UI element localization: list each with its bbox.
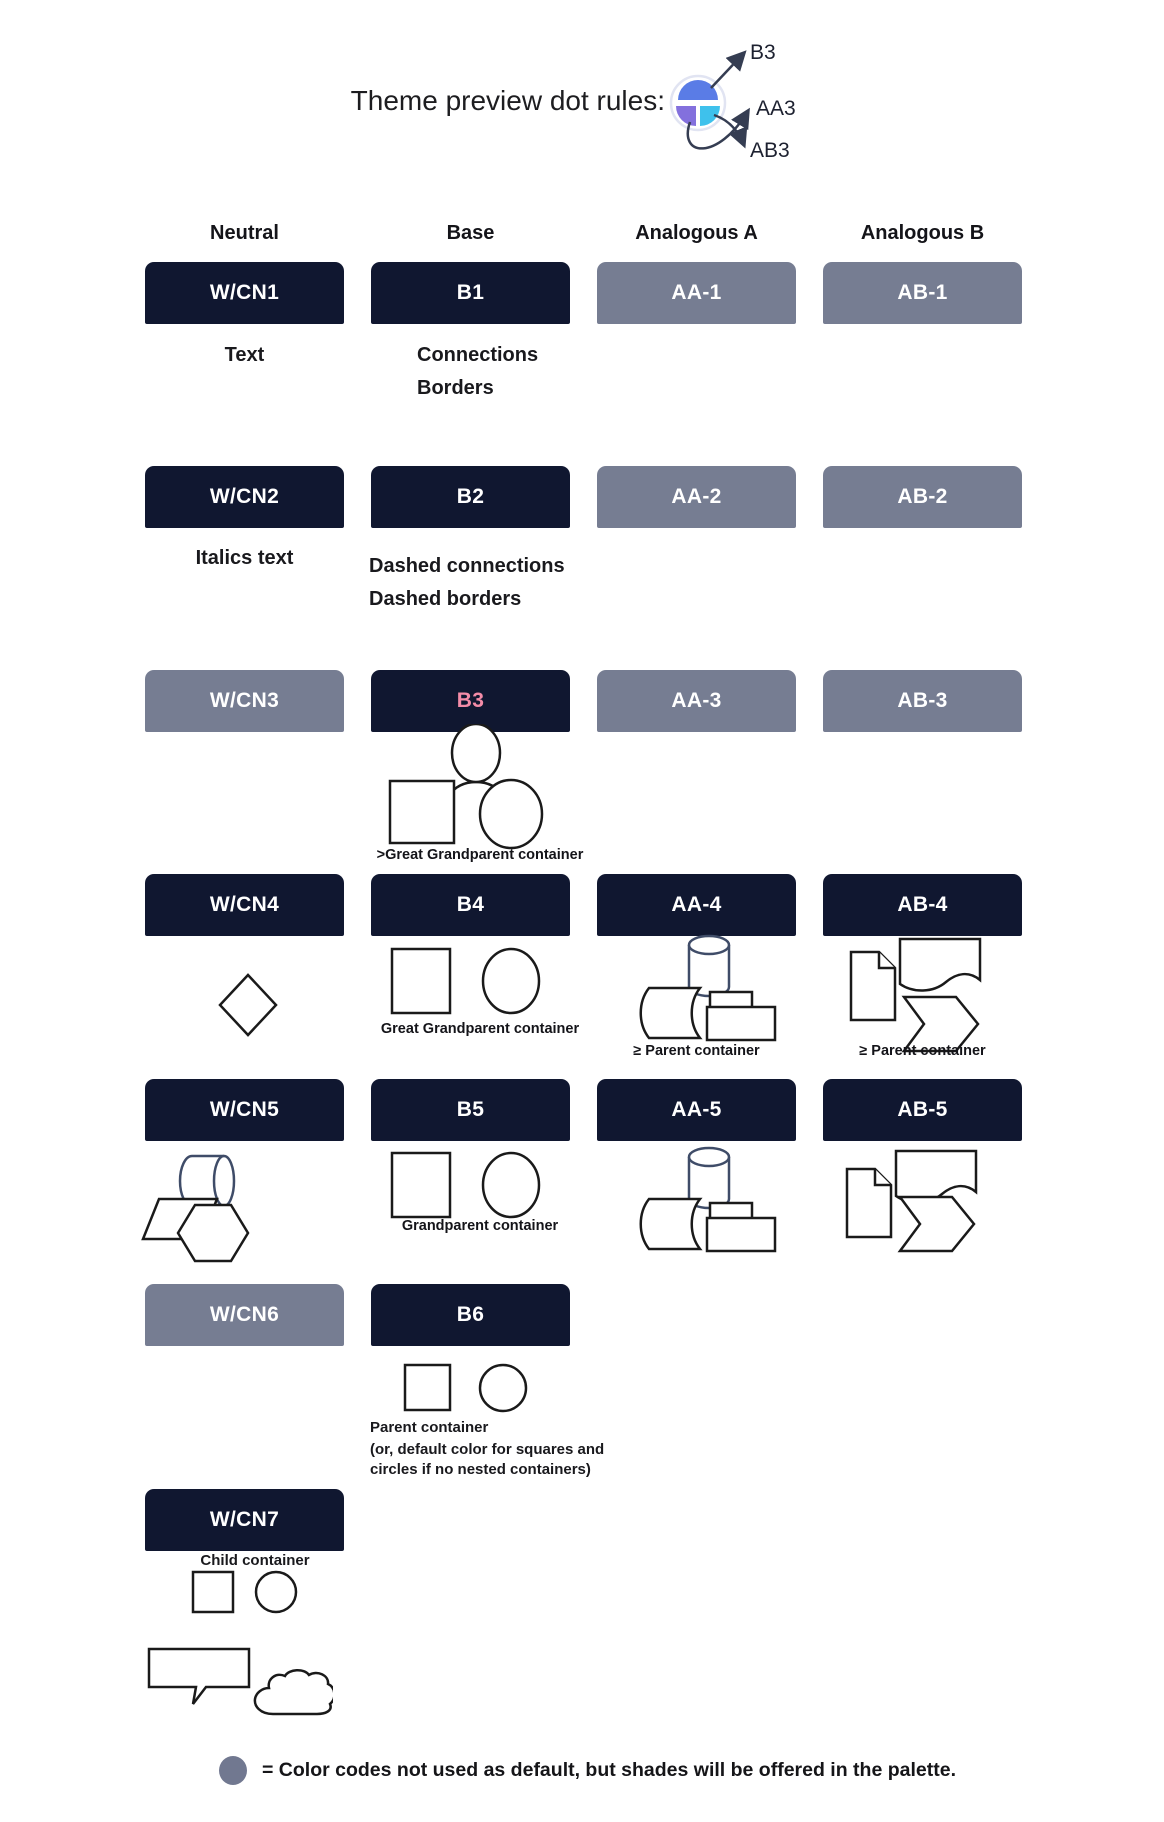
swatch-ab4 [823, 874, 1022, 936]
swatch-wcn5 [145, 1079, 344, 1141]
swatch-wcn2-label: W/CN2 [209, 485, 280, 508]
swatch-ab1 [823, 262, 1022, 324]
page-fold-icon [875, 1169, 891, 1185]
swatch-wcn3 [145, 670, 344, 732]
swatch-wcn4 [145, 874, 344, 936]
speech-bubble-icon [149, 1649, 249, 1704]
dot-label-ab3: AB3 [750, 139, 790, 162]
wcn7-cloud [251, 1668, 333, 1718]
swatch-aa3 [597, 670, 796, 732]
caption-grandparent: Grandparent container [401, 1218, 559, 1234]
wcn7-shape-group [190, 1569, 300, 1615]
swatch-b5 [371, 1079, 570, 1141]
folder-shape-icon [707, 1218, 775, 1251]
theme-preview-dot-graphic [578, 25, 838, 175]
aa4-folder [704, 989, 778, 1043]
b5-shape-group [389, 1150, 545, 1222]
aa5-folder [704, 1200, 778, 1254]
folder-shape-icon [707, 1007, 775, 1040]
wavy-document-icon [900, 939, 980, 991]
arrow-to-b3-icon [711, 53, 744, 88]
ab5-page [844, 1166, 894, 1240]
swatch-ab2 [823, 466, 1022, 528]
wcn5-hexagon [175, 1202, 251, 1264]
stored-data-shape-icon [641, 988, 700, 1038]
cylinder-top-icon [689, 936, 729, 954]
cylinder-top-icon [689, 1148, 729, 1166]
column-header-neutral: Neutral [210, 222, 279, 244]
swatch-aa2-label: AA-2 [671, 485, 722, 508]
column-header-analogous-b: Analogous B [860, 222, 985, 244]
swatch-aa5 [597, 1079, 796, 1141]
ellipse-shape-icon [483, 1153, 539, 1217]
aa4-stored-data [634, 985, 712, 1041]
swatch-ab5-label: AB-5 [897, 1098, 948, 1121]
caption-parent-note-2: circles if no nested containers) [370, 1461, 591, 1478]
chevron-banner-icon [900, 1197, 974, 1251]
swatch-ab5 [823, 1079, 1022, 1141]
ab5-chevron [897, 1194, 977, 1254]
stored-data-shape-icon [641, 1199, 700, 1249]
column-header-analogous-a: Analogous A [635, 222, 758, 244]
legend-text: = Color codes not used as default, but shades will be offered in the palette. [262, 1759, 956, 1781]
swatch-aa4-label: AA-4 [671, 893, 722, 916]
caption-gte-parent-ab: ≥ Parent container [859, 1043, 986, 1059]
square-shape-icon [193, 1572, 233, 1612]
swatch-aa3-label: AA-3 [671, 689, 722, 712]
square-shape-icon [405, 1365, 450, 1410]
swatch-ab3-label: AB-3 [897, 689, 948, 712]
swatch-ab3 [823, 670, 1022, 732]
wcn7-speech-bubble [146, 1646, 254, 1708]
swatch-aa1 [597, 262, 796, 324]
swatch-b2 [371, 466, 570, 528]
square-shape-icon [390, 781, 454, 843]
square-shape-icon [392, 1153, 450, 1217]
swatch-wcn6 [145, 1284, 344, 1346]
swatch-wcn7 [145, 1489, 344, 1551]
swatch-wcn3-label: W/CN3 [209, 689, 280, 712]
cloud-shape-icon [255, 1670, 333, 1714]
swatch-wcn2 [145, 466, 344, 528]
swatch-b1 [371, 262, 570, 324]
swatch-b6 [371, 1284, 570, 1346]
caption-parent-note-1: (or, default color for squares and [370, 1441, 605, 1458]
b6-shape-group [402, 1362, 530, 1414]
swatch-wcn1 [145, 262, 344, 324]
swatch-b3-label: B3 [456, 689, 485, 712]
swatch-aa4 [597, 874, 796, 936]
ab4-wavy-doc [897, 936, 983, 996]
swatch-wcn4-label: W/CN4 [209, 893, 280, 916]
swatch-wcn1-label: W/CN1 [209, 281, 280, 304]
b3-shape-group [385, 724, 605, 852]
swatch-ab1-label: AB-1 [897, 281, 948, 304]
swatch-b6-label: B6 [456, 1303, 485, 1326]
swatch-b2-label: B2 [456, 485, 485, 508]
swatch-b1-label: B1 [456, 281, 485, 304]
column-header-base: Base [446, 222, 495, 244]
caption-gte-parent-aa: ≥ Parent container [633, 1043, 760, 1059]
swatch-aa5-label: AA-5 [671, 1098, 722, 1121]
hexagon-shape-icon [178, 1205, 248, 1261]
ab4-page [848, 949, 898, 1023]
note-text: Text [224, 344, 265, 366]
swatch-wcn6-label: W/CN6 [209, 1303, 280, 1326]
circle-shape-icon [480, 1365, 526, 1411]
swatch-wcn7-label: W/CN7 [209, 1508, 280, 1531]
aa5-stored-data [634, 1196, 712, 1252]
swatch-aa2 [597, 466, 796, 528]
note-borders: Borders [417, 377, 494, 399]
page-fold-icon [879, 952, 895, 968]
swatch-b5-label: B5 [456, 1098, 485, 1121]
page-title: Theme preview dot rules: [350, 85, 665, 116]
person-head-icon [452, 724, 500, 782]
swatch-ab2-label: AB-2 [897, 485, 948, 508]
note-italics-text: Italics text [195, 547, 294, 569]
ellipse-shape-icon [483, 949, 539, 1013]
note-dashed-borders: Dashed borders [369, 588, 522, 610]
b4-shape-group [389, 946, 545, 1018]
dot-label-b3: B3 [750, 41, 776, 64]
circle-shape-icon [256, 1572, 296, 1612]
caption-great-grandparent-gt: >Great Grandparent container [376, 847, 584, 863]
swatch-b4 [371, 874, 570, 936]
square-shape-icon [392, 949, 450, 1013]
swatch-b3 [371, 670, 570, 732]
caption-parent: Parent container [370, 1419, 489, 1436]
legend-dot-icon [219, 1756, 247, 1785]
note-connections: Connections [417, 344, 539, 366]
swatch-ab4-label: AB-4 [897, 893, 948, 916]
swatch-aa1-label: AA-1 [671, 281, 722, 304]
caption-child: Child container [200, 1552, 310, 1569]
caption-great-grandparent: Great Grandparent container [380, 1021, 580, 1037]
wcn4-shape-group [216, 972, 280, 1038]
diamond-shape-icon [220, 975, 276, 1035]
dot-label-aa3: AA3 [756, 97, 796, 120]
swatch-b4-label: B4 [456, 893, 485, 916]
swatch-wcn5-label: W/CN5 [209, 1098, 280, 1121]
ellipse-shape-icon [480, 780, 542, 848]
note-dashed-connections: Dashed connections [369, 555, 565, 577]
